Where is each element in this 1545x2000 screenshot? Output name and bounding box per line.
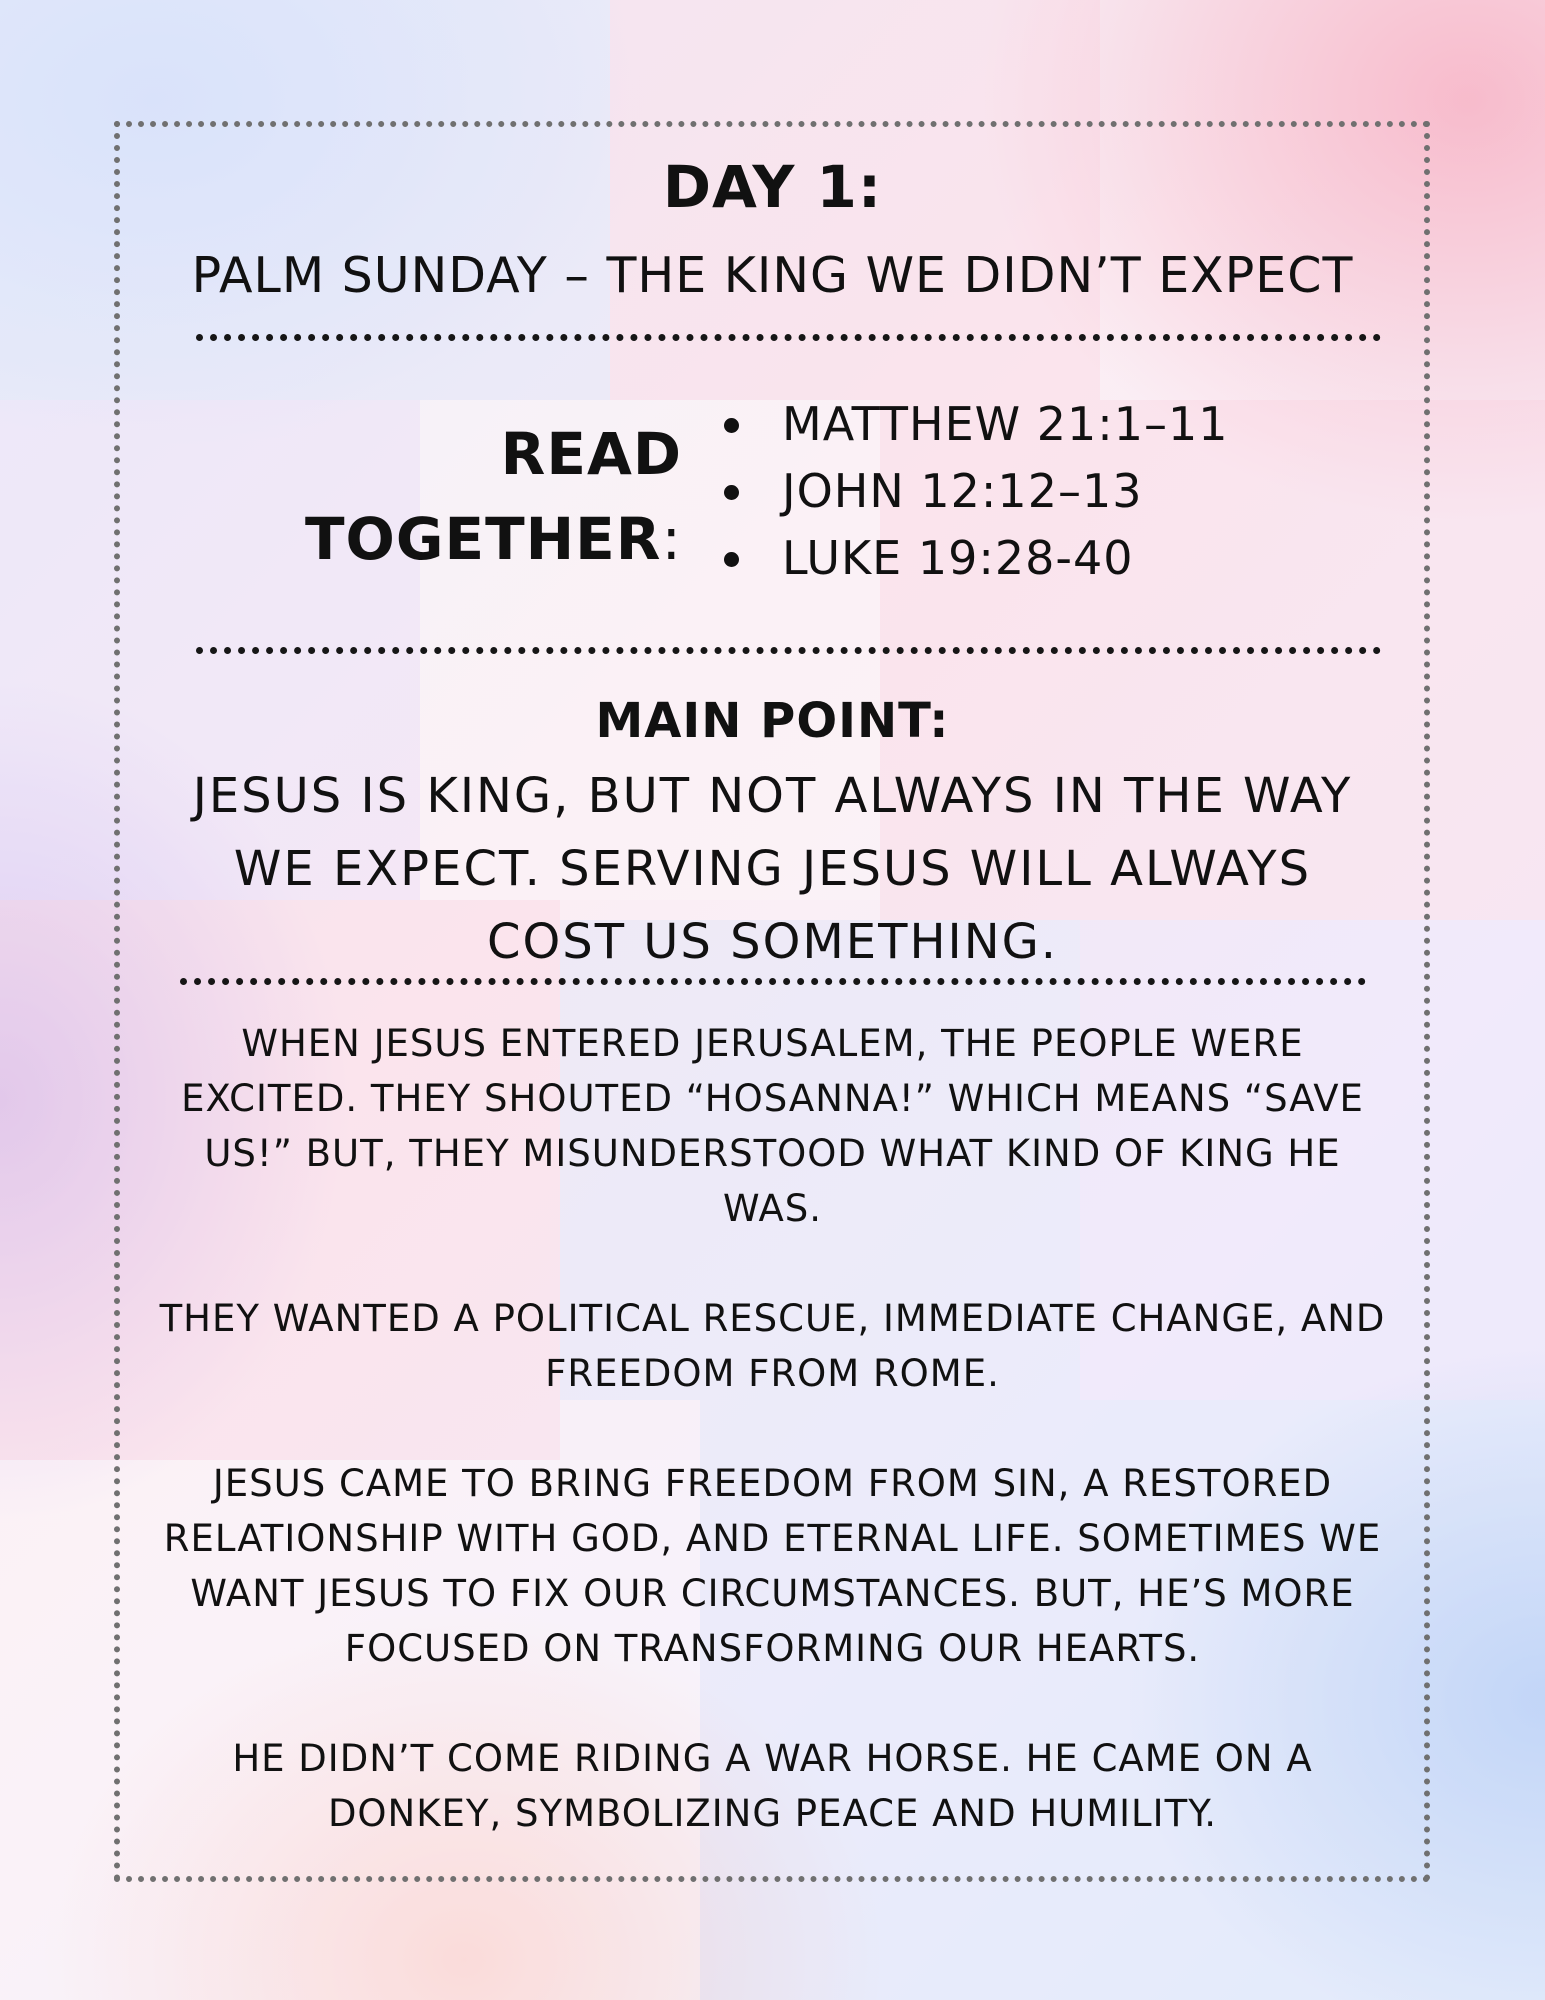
day-title: DAY 1: [662, 153, 883, 221]
body-text [150, 1016, 1395, 1896]
list-item [722, 458, 1229, 525]
main-point-text: JESUS IS KING, BUT NOT ALWAYS IN THE WAY WE EXPECT. SERVING JESUS WILL ALWAYS COST US SOMETHING. [192, 768, 1353, 970]
bullet-icon [724, 552, 739, 567]
main-point-heading: MAIN POINT: [595, 693, 950, 749]
scripture-reference: MATTHEW 21:1–11 [782, 397, 1229, 451]
page-subtitle: PALM SUNDAY – THE KING WE DIDN’T EXPECT [191, 247, 1354, 304]
read-together-label [280, 412, 682, 582]
read-label-line2-wrap [280, 497, 682, 582]
list-item [722, 391, 1229, 458]
list-item [722, 525, 1229, 592]
divider [196, 647, 1381, 654]
scripture-list [722, 391, 1229, 592]
paragraph: WHEN JESUS ENTERED JERUSALEM, THE PEOPLE WERE EXCITED. THEY SHOUTED “HOSANNA!” WHICH MEANS “SAVE US!” BUT, THEY MISUNDERSTOOD WHAT KIND OF KING HE WAS. [181, 1022, 1364, 1230]
scripture-reference: JOHN 12:12–13 [782, 464, 1143, 518]
divider [180, 978, 1366, 985]
paragraph: HE DIDN’T COME RIDING A WAR HORSE. HE CAME ON A DONKEY, SYMBOLIZING PEACE AND HUMILITY. [232, 1737, 1313, 1835]
read-label-colon: : [661, 505, 682, 573]
divider [196, 334, 1381, 341]
read-label-line2: TOGETHER [304, 505, 662, 573]
bullet-icon [724, 418, 739, 433]
read-label-line1: READ [500, 420, 682, 488]
paragraph: THEY WANTED A POLITICAL RESCUE, IMMEDIATE CHANGE, AND FREEDOM FROM ROME. [159, 1297, 1386, 1395]
bullet-icon [724, 485, 739, 500]
scripture-reference: LUKE 19:28-40 [782, 531, 1134, 585]
paragraph: JESUS CAME TO BRING FREEDOM FROM SIN, A RESTORED RELATIONSHIP WITH GOD, AND ETERNAL LIFE. SOMETIMES WE WANT JESUS TO FIX OUR CIRCUMSTANCES. BUT, HE’S MORE FOCUSED ON TRANSFORMING OUR HEARTS. [163, 1462, 1382, 1670]
